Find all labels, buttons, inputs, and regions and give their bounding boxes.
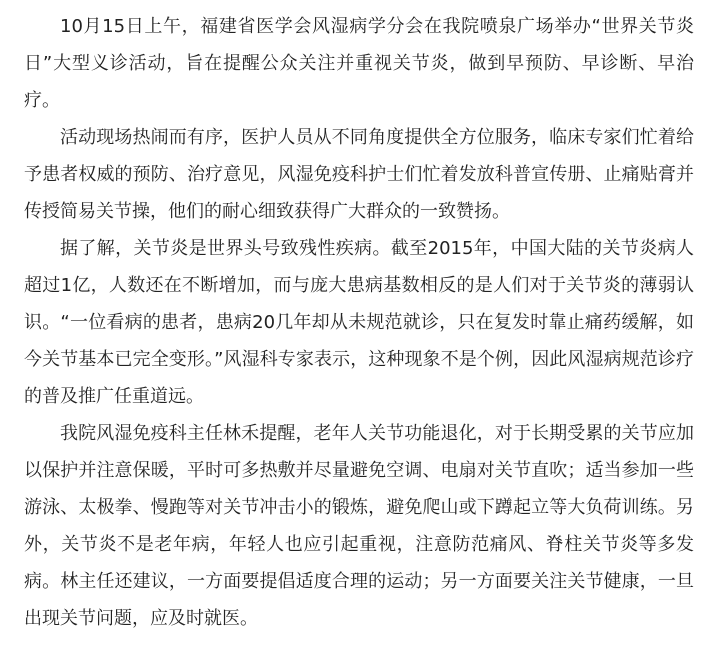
paragraph-expert-advice: 我院风湿免疫科主任林禾提醒，老年人关节功能退化，对于长期受累的关节应加以保护并注意保暖，平时可多热敷并尽量避免空调、电扇对关节直吹；适当参加一些游泳、太极拳、慢跑等对关节冲击小的锻炼，避免爬山或下蹲起立等大负荷训练。另外，关节炎不是老年病，年轻人也应引起重视，注意防范痛风、脊柱关节炎等多发病。林主任还建议，一方面要提倡适度合理的运动；另一方面要关注关节健康，一旦出现关节问题，应及时就医。 bbox=[24, 423, 694, 629]
paragraph-arthritis-facts: 据了解，关节炎是世界头号致残性疾病。截至2015年，中国大陆的关节炎病人超过1亿，人数还在不断增加，而与庞大患病基数相反的是人们对于关节炎的薄弱认识。“一位看病的患者，患病20几年却从未规范就诊，只在复发时靠止痛药缓解，如今关节基本已完全变形。”风湿科专家表示，这种现象不是个例，因此风湿病规范诊疗的普及推广任重道远。 bbox=[24, 238, 694, 407]
paragraph-event-intro: 10月15日上午，福建省医学会风湿病学分会在我院喷泉广场举办“世界关节炎日”大型义诊活动，旨在提醒公众关注并重视关节炎，做到早预防、早诊断、早治疗。 bbox=[24, 16, 694, 111]
article-body bbox=[24, 8, 694, 637]
paragraph-event-scene: 活动现场热闹而有序，医护人员从不同角度提供全方位服务，临床专家们忙着给予患者权威的预防、治疗意见，风湿免疫科护士们忙着发放科普宣传册、止痛贴膏并传授简易关节操，他们的耐心细致获得广大群众的一致赞扬。 bbox=[24, 127, 694, 222]
